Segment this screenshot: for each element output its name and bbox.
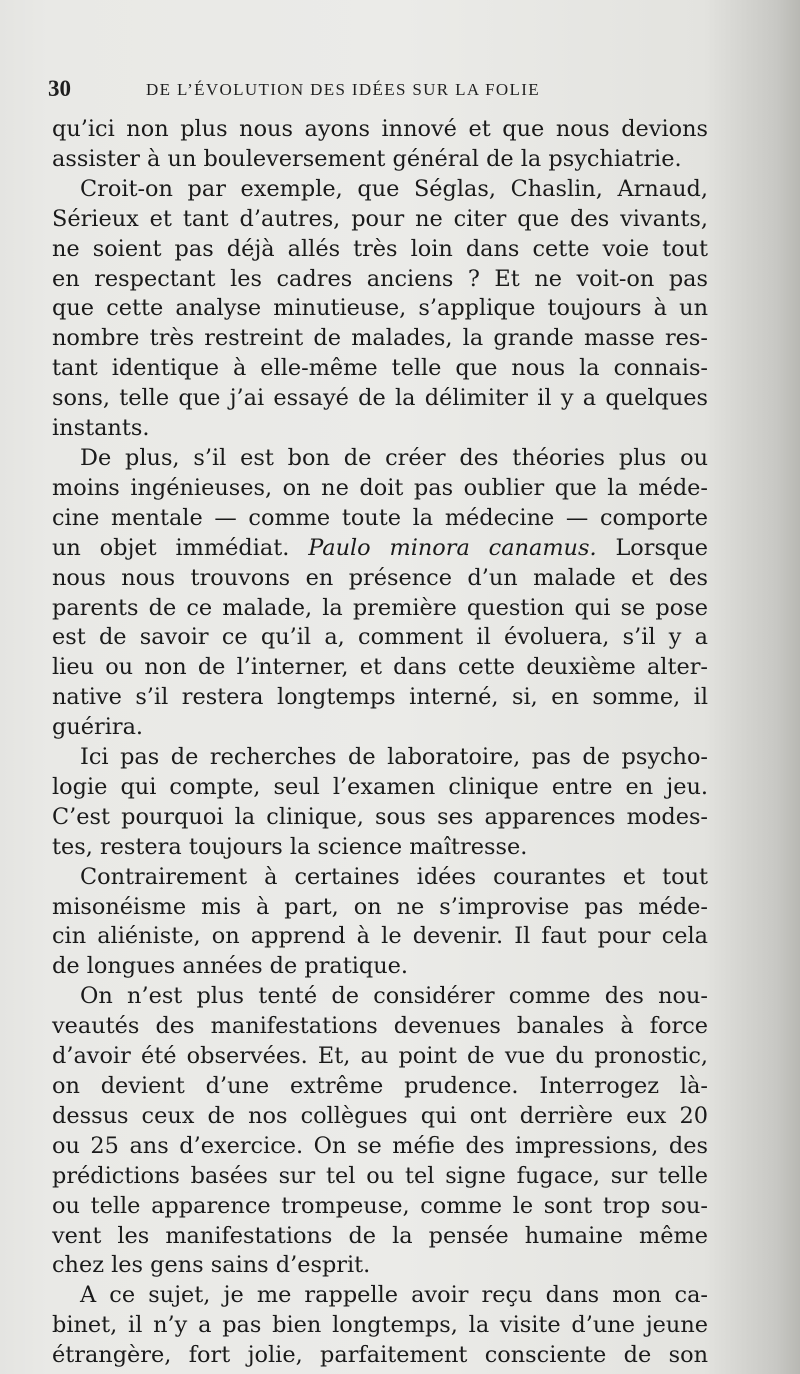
text-line: Croit-on par exemple, que Séglas, Chaslin, Arnaud, (80, 175, 708, 202)
text-line: en respectant les cadres anciens ? Et ne voit-on pas (52, 265, 708, 292)
text-line-with-italic (52, 534, 708, 564)
text-line: ne soient pas déjà allés très loin dans cette voie tout (52, 235, 708, 262)
text-line: ou 25 ans d’exercice. On se méfie des impressions, des (52, 1132, 708, 1159)
text-line: Contrairement à certaines idées courantes et tout (80, 863, 708, 890)
latin-phrase: Paulo minora canamus. (308, 534, 597, 561)
text-line: on devient d’une extrême prudence. Interrogez là- (52, 1073, 708, 1099)
page-number: 30 (48, 76, 71, 101)
text-line: A ce sujet, je me rappelle avoir reçu dans mon ca- (80, 1282, 708, 1309)
text-line: prédictions basées sur tel ou tel signe fugace, sur telle (52, 1162, 708, 1189)
text-line: C’est pourquoi la clinique, sous ses apparences modes- (52, 803, 708, 830)
text-line: guérira. (52, 714, 144, 741)
text-line: Ici pas de recherches de laboratoire, pas de psycho- (80, 744, 708, 771)
text-line: qu’ici non plus nous ayons innové et que nous devions (52, 116, 708, 142)
text-line: étrangère, fort jolie, parfaitement consciente de son (52, 1342, 708, 1369)
text-line: instants. (52, 415, 150, 442)
text-line: nombre très restreint de malades, la grande masse res- (52, 325, 708, 352)
text-line: cin aliéniste, on apprend à le devenir. Il faut pour cela (52, 923, 708, 950)
text-line: dessus ceux de nos collègues qui ont derrière eux 20 (52, 1102, 708, 1129)
text-line: Sérieux et tant d’autres, pour ne citer que des vivants, (52, 205, 708, 232)
text-line: tes, restera toujours la science maîtresse. (52, 833, 528, 860)
text-fragment: un objet immédiat. (52, 534, 290, 561)
text-line: d’avoir été observées. Et, au point de vue du pronostic, (52, 1043, 708, 1070)
text-line: ou telle apparence trompeuse, comme le sont trop sou- (52, 1192, 708, 1219)
text-line: vent les manifestations de la pensée humaine même (52, 1222, 708, 1249)
text-line: native s’il restera longtemps interné, si, en somme, il (52, 684, 708, 711)
text-line: sons, telle que j’ai essayé de la délimiter il y a quelques (52, 385, 708, 412)
text-line: misonéisme mis à part, on ne s’improvise pas méde- (52, 893, 708, 920)
text-line: parents de ce malade, la première question qui se pose (52, 594, 708, 621)
text-line: que cette analyse minutieuse, s’applique toujours à un (52, 295, 708, 322)
running-title: DE L’ÉVOLUTION DES IDÉES SUR LA FOLIE (146, 80, 541, 99)
text-line: de longues années de pratique. (52, 953, 409, 980)
text-line: est de savoir ce qu’il a, comment il évoluera, s’il y a (52, 624, 708, 651)
text-line: binet, il n’y a pas bien longtemps, la visite d’une jeune (52, 1312, 708, 1339)
text-line: nous nous trouvons en présence d’un malade et des (52, 564, 708, 591)
text-line: lieu ou non de l’interner, et dans cette deuxième alter- (52, 654, 708, 681)
text-fragment: Lorsque (615, 534, 708, 561)
text-line: veautés des manifestations devenues banales à force (52, 1013, 708, 1040)
text-line: logie qui compte, seul l’examen clinique entre en jeu. (52, 773, 708, 800)
running-head (48, 76, 748, 102)
text-line: assister à un bouleversement général de la psychiatrie. (52, 145, 682, 172)
text-line: tant identique à elle-même telle que nous la connais- (52, 355, 708, 382)
body-text (52, 115, 708, 1371)
text-line: De plus, s’il est bon de créer des théories plus ou (80, 444, 708, 471)
text-line: cine mentale — comme toute la médecine — comporte (52, 504, 708, 531)
text-line: chez les gens sains d’esprit. (52, 1252, 371, 1279)
text-line: On n’est plus tenté de considérer comme des nou- (80, 983, 708, 1010)
text-line: moins ingénieuses, on ne doit pas oublier que la méde- (52, 474, 708, 501)
